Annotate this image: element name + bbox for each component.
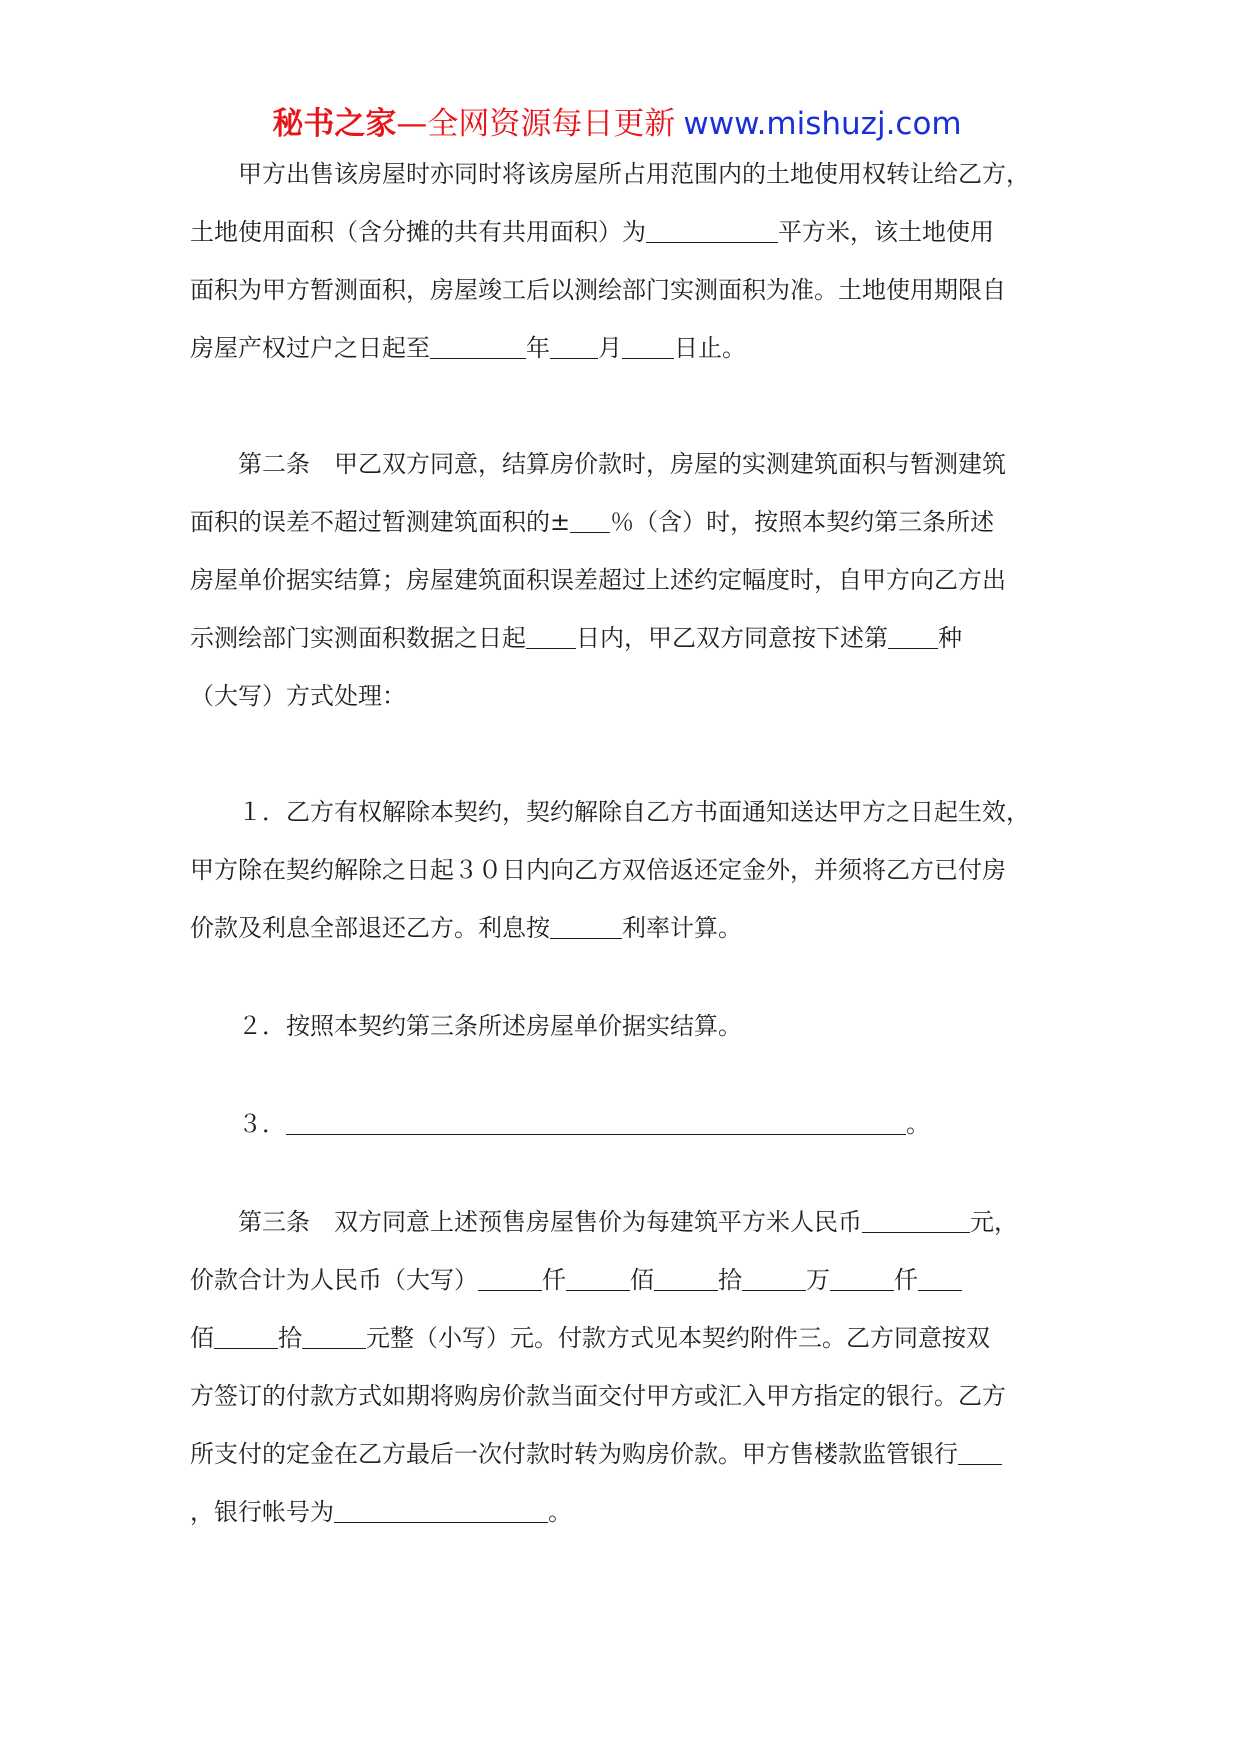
brand-name: 秘书之家 [272,106,397,142]
art2-line1: 第二条 甲乙双方同意，结算房价款时，房屋的实测建筑面积与暂测建筑 [238,450,1006,478]
blank-amount-field[interactable] [654,1268,718,1291]
blank-amount-field[interactable] [478,1268,542,1291]
art3-line1: 第三条 双方同意上述预售房屋售价为每建筑平方米人民币 元， [238,1208,1018,1236]
spacer [190,1153,1050,1193]
blank-other-option[interactable] [286,1112,906,1135]
spacer [190,1055,1050,1095]
blank-amount-field[interactable] [302,1326,366,1349]
para1-line4: 房屋产权过户之日起至 年 月 日止。 [190,334,746,362]
blank-amount-field[interactable] [918,1268,962,1291]
item1-line2: 甲方除在契约解除之日起３０日内向乙方双倍返还定金外，并须将乙方已付房 [190,856,1006,884]
blank-amount-field[interactable] [214,1326,278,1349]
para1-line3: 面积为甲方暂测面积，房屋竣工后以测绘部门实测面积为准。土地使用期限自 [190,276,1006,304]
blank-month[interactable] [550,336,598,359]
spacer [190,957,1050,997]
item2-line: ２．按照本契约第三条所述房屋单价据实结算。 [238,1012,742,1040]
blank-day[interactable] [622,336,674,359]
art2-line4: 示测绘部门实测面积数据之日起 日内，甲乙双方同意按下述第 种 [190,624,962,652]
blank-interest-rate[interactable] [550,916,622,939]
spacer [190,377,1050,435]
art2-line5: （大写）方式处理： [190,682,406,710]
tagline: —全网资源每日更新 [396,106,676,142]
blank-bank[interactable] [958,1442,1002,1465]
blank-amount-field[interactable] [742,1268,806,1291]
blank-land-area[interactable] [646,220,778,243]
item3-line: ３． 。 [238,1110,930,1138]
blank-year[interactable] [430,336,526,359]
art3-line4: 方签订的付款方式如期将购房价款当面交付甲方或汇入甲方指定的银行。乙方 [190,1382,1006,1410]
blank-account-number[interactable] [334,1500,548,1523]
item1-line1: １．乙方有权解除本契约，契约解除自乙方书面通知送达甲方之日起生效， [238,798,1030,826]
art2-line3: 房屋单价据实结算；房屋建筑面积误差超过上述约定幅度时，自甲方向乙方出 [190,566,1006,594]
spacer [190,725,1050,783]
blank-percent[interactable] [570,510,610,533]
blank-amount-field[interactable] [566,1268,630,1291]
art3-line5: 所支付的定金在乙方最后一次付款时转为购房价款。甲方售楼款监管银行 [190,1425,1050,1483]
blank-days[interactable] [526,626,576,649]
item1-line3: 价款及利息全部退还乙方。利息按 利率计算。 [190,914,742,942]
art3-line6: ，银行帐号为 。 [190,1498,572,1526]
art3-line2: 价款合计为人民币（大写） 仟 佰 拾 万 仟 [190,1251,1050,1309]
art3-line3: 佰 拾 元整（小写）元。付款方式见本契约附件三。乙方同意按双 [190,1324,990,1352]
watermark-header [0,104,1234,144]
blank-option[interactable] [888,626,938,649]
blank-amount-field[interactable] [830,1268,894,1291]
blank-unit-price[interactable] [862,1210,970,1233]
site-url: www.mishuzj.com [683,106,962,142]
para1-line2: 土地使用面积（含分摊的共有共用面积）为 平方米，该土地使用 [190,218,994,246]
document-body [190,145,1050,1541]
art2-line2: 面积的误差不超过暂测建筑面积的± ％（含）时，按照本契约第三条所述 [190,508,995,536]
para1-line1: 甲方出售该房屋时亦同时将该房屋所占用范围内的土地使用权转让给乙方， [238,160,1030,188]
